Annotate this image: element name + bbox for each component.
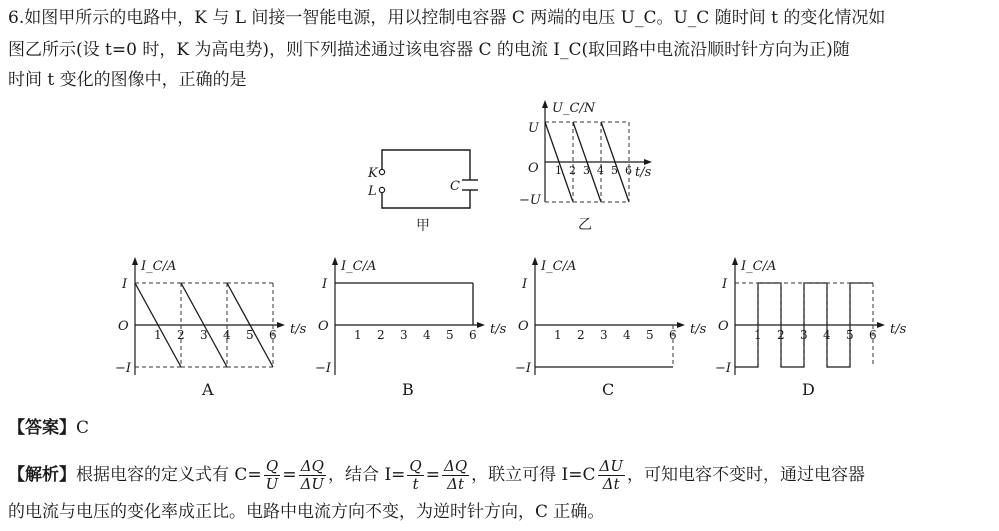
option-y-top: I (522, 277, 528, 292)
option-ylabel: I_C/A (741, 259, 777, 274)
analysis-line-2: 的电流与电压的变化率成正比。电路中电流方向不变，为逆时针方向，C 正确。 (8, 502, 605, 522)
label-l: L (368, 184, 377, 199)
option-y-bottom: −I (115, 361, 132, 376)
question-line-3: 时间 t 变化的图像中，正确的是 (8, 70, 247, 90)
voltage-graph (510, 92, 660, 237)
voltage-tick-label: 2 (569, 164, 576, 177)
x-axis-arrow (877, 322, 885, 328)
voltage-y-bottom: −U (519, 193, 541, 208)
option-tick-label: 4 (823, 328, 831, 342)
option-tick-label: 1 (754, 328, 762, 342)
option-letter: C (602, 380, 615, 399)
voltage-caption: 乙 (578, 217, 592, 233)
option-tick-label: 4 (623, 328, 631, 342)
analysis-tag: 【解析】 (8, 465, 76, 485)
x-axis-arrow (677, 322, 685, 328)
option-origin: O (718, 319, 729, 334)
option-b-graph (300, 250, 520, 400)
option-tick-label: 5 (446, 328, 454, 342)
option-tick-label: 5 (246, 328, 254, 342)
option-tick-label: 1 (354, 328, 362, 342)
analysis-text-1: 根据电容的定义式有 C= (76, 465, 262, 485)
voltage-tick-label: 6 (625, 164, 632, 177)
fraction-denominator: Δt (447, 475, 464, 493)
x-axis-arrow (277, 322, 285, 328)
analysis-text-2: ，结合 I= (328, 465, 406, 485)
voltage-ylabel: U_C/N (552, 101, 596, 116)
option-xlabel: t/s (690, 322, 707, 337)
answer-tag: 【答案】 (8, 418, 76, 438)
y-axis-arrow (732, 257, 738, 265)
option-xlabel: t/s (290, 322, 307, 337)
option-tick-label: 3 (600, 328, 608, 342)
option-tick-label: 2 (777, 328, 785, 342)
option-xlabel: t/s (890, 322, 907, 337)
option-d-graph (700, 250, 920, 400)
fraction-denominator: t (412, 475, 419, 493)
analysis-line-1 (8, 458, 865, 493)
option-c-graph (500, 250, 720, 400)
fraction-denominator: ΔU (300, 475, 325, 493)
voltage-y-top: U (528, 121, 539, 136)
fraction-numerator: ΔU (599, 457, 623, 475)
option-ylabel: I_C/A (341, 259, 377, 274)
circuit-diagram (360, 140, 500, 235)
option-tick-label: 6 (269, 328, 277, 342)
option-origin: O (318, 319, 329, 334)
question-line-1: 6.如图甲所示的电路中，K 与 L 间接一智能电源，用以控制电容器 C 两端的电压 U_C。U_C 随时间 t 的变化情况如 (8, 8, 886, 28)
answer-line (8, 416, 89, 440)
option-tick-label: 1 (554, 328, 562, 342)
option-y-top: I (322, 277, 328, 292)
option-tick-label: 3 (400, 328, 408, 342)
voltage-tick-label: 1 (555, 164, 562, 177)
fraction-denominator: Δt (602, 475, 620, 493)
option-tick-label: 1 (154, 328, 162, 342)
option-y-top: I (122, 277, 128, 292)
fraction-dq-over-du (299, 458, 326, 493)
option-tick-label: 4 (223, 328, 231, 342)
option-origin: O (118, 319, 129, 334)
y-axis-arrow (132, 257, 138, 265)
option-tick-label: 5 (646, 328, 654, 342)
option-tick-label: 2 (577, 328, 585, 342)
circuit-wire (382, 150, 470, 180)
option-y-top: I (722, 277, 728, 292)
fraction-numerator: Q (264, 458, 281, 476)
voltage-origin: O (528, 161, 539, 176)
voltage-tick-label: 5 (611, 164, 618, 177)
question-line-2: 图乙所示(设 t=0 时，K 为高电势)，则下列描述通过该电容器 C 的电流 I_C(取回路中电流沿顺时针方向为正)随 (8, 40, 850, 60)
fraction-numerator: ΔQ (443, 457, 468, 475)
voltage-tick-label: 4 (597, 164, 604, 177)
label-k: K (368, 166, 378, 181)
fraction-dq-over-dt (442, 458, 469, 493)
option-a-graph (100, 250, 320, 400)
option-tick-label: 2 (177, 328, 185, 342)
x-axis-arrow (477, 322, 485, 328)
voltage-xlabel: t/s (635, 165, 652, 180)
option-tick-label: 6 (469, 328, 477, 342)
option-tick-label: 5 (846, 328, 854, 342)
option-tick-label: 6 (669, 328, 677, 342)
option-y-bottom: −I (515, 361, 532, 376)
fraction-numerator: Q (409, 457, 422, 475)
analysis-text-3: ，联立可得 I=C (471, 465, 596, 485)
label-c: C (450, 179, 460, 194)
fraction-numerator: ΔQ (299, 458, 326, 476)
fraction-q-over-u (264, 458, 281, 493)
option-tick-label: 3 (800, 328, 808, 342)
y-axis-arrow (332, 257, 338, 265)
option-y-bottom: −I (315, 361, 332, 376)
terminal-l (379, 187, 384, 192)
option-letter: D (802, 380, 815, 399)
option-tick-label: 2 (377, 328, 385, 342)
answer-value: C (76, 418, 90, 438)
option-y-bottom: −I (715, 361, 732, 376)
option-letter: B (402, 380, 414, 399)
y-axis-arrow (532, 257, 538, 265)
option-ylabel: I_C/A (141, 259, 177, 274)
circuit-caption: 甲 (416, 218, 430, 234)
equals-sign: = (282, 465, 297, 485)
option-origin: O (518, 319, 529, 334)
option-ylabel: I_C/A (541, 259, 577, 274)
option-tick-label: 6 (869, 328, 877, 342)
voltage-tick-label: 3 (583, 164, 590, 177)
fraction-q-over-t (407, 458, 423, 493)
analysis-text-4: ，可知电容不变时，通过电容器 (626, 465, 865, 485)
option-tick-label: 3 (200, 328, 208, 342)
option-tick-label: 4 (423, 328, 431, 342)
equals-sign: = (425, 465, 440, 485)
y-axis-arrow (542, 100, 548, 108)
fraction-denominator: U (265, 475, 279, 493)
option-xlabel: t/s (490, 322, 507, 337)
fraction-du-over-dt (598, 458, 625, 493)
option-letter: A (202, 380, 214, 399)
terminal-k (379, 169, 384, 174)
